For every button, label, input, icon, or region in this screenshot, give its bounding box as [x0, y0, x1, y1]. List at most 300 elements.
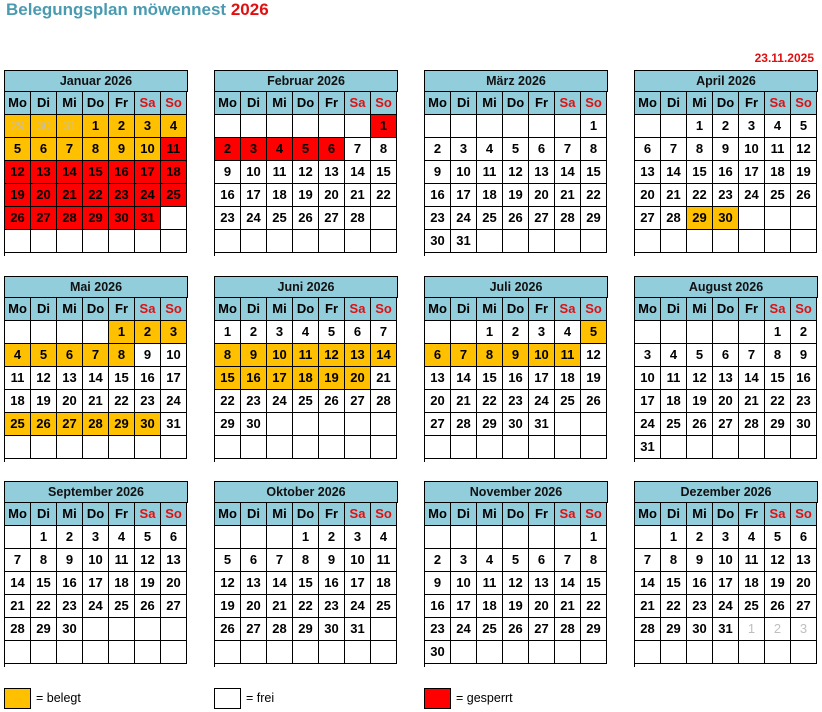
weekday-header: Do [83, 92, 109, 115]
empty-cell [293, 641, 319, 664]
weekday-header: Sa [555, 92, 581, 115]
empty-cell [739, 436, 765, 459]
day-cell: 7 [661, 138, 687, 161]
empty-cell [791, 641, 817, 664]
day-cell: 19 [791, 161, 817, 184]
weekday-header: Di [31, 503, 57, 526]
day-cell: 7 [5, 549, 31, 572]
day-cell: 20 [529, 595, 555, 618]
day-cell: 21 [661, 184, 687, 207]
empty-cell [661, 641, 687, 664]
day-cell: 28 [661, 207, 687, 230]
day-cell-belegt: 8 [109, 344, 135, 367]
month-3 [424, 70, 608, 256]
empty-cell [345, 115, 371, 138]
day-cell: 5 [319, 321, 345, 344]
day-cell: 30 [425, 641, 451, 664]
empty-cell [161, 618, 187, 641]
day-cell: 5 [135, 526, 161, 549]
day-cell-gesperrt: 15 [83, 161, 109, 184]
empty-cell [581, 413, 607, 436]
day-cell: 13 [319, 161, 345, 184]
day-cell: 4 [109, 526, 135, 549]
empty-cell [267, 641, 293, 664]
day-cell: 8 [31, 549, 57, 572]
day-cell: 16 [425, 184, 451, 207]
day-cell: 26 [687, 413, 713, 436]
month-grid [425, 92, 608, 253]
month-12 [634, 481, 818, 667]
day-cell: 3 [713, 526, 739, 549]
weekday-header: Mo [635, 298, 661, 321]
day-cell: 16 [503, 367, 529, 390]
empty-cell [215, 641, 241, 664]
day-cell: 14 [83, 367, 109, 390]
day-cell: 3 [345, 526, 371, 549]
weekday-header: Mi [687, 503, 713, 526]
day-cell: 30 [57, 618, 83, 641]
day-cell: 5 [503, 138, 529, 161]
month-grid [215, 298, 398, 459]
day-cell: 10 [345, 549, 371, 572]
day-cell: 29 [661, 618, 687, 641]
day-cell: 26 [319, 390, 345, 413]
day-cell: 24 [635, 413, 661, 436]
empty-cell [713, 641, 739, 664]
weekday-header: Mo [215, 92, 241, 115]
day-cell: 8 [687, 138, 713, 161]
day-cell-belegt: 11 [293, 344, 319, 367]
legend-frei [214, 687, 274, 709]
day-cell: 20 [635, 184, 661, 207]
day-cell: 5 [687, 344, 713, 367]
day-cell: 22 [581, 184, 607, 207]
month-title: August 2026 [635, 277, 818, 298]
day-cell: 18 [371, 572, 397, 595]
month-grid [635, 92, 818, 253]
day-cell: 4 [661, 344, 687, 367]
day-cell: 3 [529, 321, 555, 344]
day-cell: 12 [215, 572, 241, 595]
empty-cell [371, 230, 397, 253]
empty-cell [503, 436, 529, 459]
weekday-header: Do [503, 298, 529, 321]
day-cell: 15 [661, 572, 687, 595]
day-cell-gesperrt: 28 [57, 207, 83, 230]
day-cell: 23 [791, 390, 817, 413]
day-cell: 2 [503, 321, 529, 344]
day-cell: 25 [109, 595, 135, 618]
weekday-header: Di [31, 298, 57, 321]
weekday-header: Mo [5, 298, 31, 321]
month-title: Dezember 2026 [635, 482, 818, 503]
day-cell: 25 [661, 413, 687, 436]
empty-cell [581, 230, 607, 253]
empty-cell [83, 321, 109, 344]
next-month-day: 2 [765, 618, 791, 641]
day-cell: 22 [109, 390, 135, 413]
empty-cell [451, 321, 477, 344]
month-10 [214, 481, 398, 667]
day-cell-belegt: 2 [109, 115, 135, 138]
month-title: Oktober 2026 [215, 482, 398, 503]
day-cell: 10 [241, 161, 267, 184]
day-cell: 20 [161, 572, 187, 595]
day-cell: 8 [581, 138, 607, 161]
empty-cell [267, 230, 293, 253]
weekday-header: Di [31, 92, 57, 115]
day-cell: 24 [267, 390, 293, 413]
weekday-header: Mi [267, 298, 293, 321]
day-cell: 28 [345, 207, 371, 230]
day-cell: 3 [267, 321, 293, 344]
day-cell: 2 [57, 526, 83, 549]
day-cell: 16 [319, 572, 345, 595]
day-cell-gesperrt: 31 [135, 207, 161, 230]
day-cell: 9 [135, 344, 161, 367]
weekday-header: So [581, 92, 607, 115]
day-cell: 7 [371, 321, 397, 344]
day-cell: 4 [371, 526, 397, 549]
day-cell: 7 [635, 549, 661, 572]
day-cell: 9 [687, 549, 713, 572]
legend-swatch-gesperrt [424, 688, 451, 709]
month-grid [635, 503, 818, 664]
weekday-header: Fr [529, 503, 555, 526]
legend-belegt [4, 687, 81, 709]
day-cell: 2 [791, 321, 817, 344]
month-grid [5, 92, 188, 253]
day-cell-belegt: 5 [581, 321, 607, 344]
day-cell: 2 [713, 115, 739, 138]
empty-cell [83, 230, 109, 253]
empty-cell [5, 321, 31, 344]
empty-cell [31, 321, 57, 344]
month-grid [5, 298, 188, 459]
day-cell: 21 [739, 390, 765, 413]
day-cell: 23 [425, 207, 451, 230]
weekday-header: Mi [267, 503, 293, 526]
day-cell: 10 [713, 549, 739, 572]
day-cell: 5 [765, 526, 791, 549]
month-7 [424, 276, 608, 462]
weekday-header: Fr [529, 298, 555, 321]
empty-cell [635, 115, 661, 138]
empty-cell [555, 436, 581, 459]
day-cell: 26 [135, 595, 161, 618]
day-cell: 15 [581, 161, 607, 184]
empty-cell [529, 436, 555, 459]
page-title [6, 0, 269, 20]
day-cell-belegt: 13 [345, 344, 371, 367]
weekday-header: Mo [425, 92, 451, 115]
weekday-header: Sa [135, 503, 161, 526]
day-cell: 19 [31, 390, 57, 413]
day-cell: 11 [109, 549, 135, 572]
empty-cell [765, 641, 791, 664]
month-4 [634, 70, 818, 256]
empty-cell [451, 526, 477, 549]
day-cell: 18 [477, 184, 503, 207]
day-cell: 23 [425, 618, 451, 641]
empty-cell [31, 230, 57, 253]
day-cell: 9 [319, 549, 345, 572]
day-cell: 28 [555, 207, 581, 230]
day-cell: 22 [581, 595, 607, 618]
day-cell: 27 [319, 207, 345, 230]
day-cell-belegt: 8 [83, 138, 109, 161]
day-cell: 23 [135, 390, 161, 413]
day-cell: 18 [267, 184, 293, 207]
day-cell: 10 [739, 138, 765, 161]
day-cell: 25 [739, 595, 765, 618]
day-cell: 1 [661, 526, 687, 549]
empty-cell [425, 526, 451, 549]
day-cell-belegt: 1 [83, 115, 109, 138]
day-cell: 1 [687, 115, 713, 138]
day-cell: 6 [241, 549, 267, 572]
day-cell: 27 [713, 413, 739, 436]
weekday-header: Mo [635, 92, 661, 115]
day-cell-gesperrt: 21 [57, 184, 83, 207]
day-cell: 21 [267, 595, 293, 618]
title-text: Belegungsplan möwennest [6, 0, 227, 19]
day-cell: 27 [529, 207, 555, 230]
day-cell: 16 [687, 572, 713, 595]
day-cell-gesperrt: 1 [371, 115, 397, 138]
day-cell: 11 [371, 549, 397, 572]
day-cell: 9 [57, 549, 83, 572]
day-cell: 25 [477, 207, 503, 230]
day-cell: 8 [581, 549, 607, 572]
day-cell: 30 [319, 618, 345, 641]
day-cell-gesperrt: 20 [31, 184, 57, 207]
day-cell: 29 [581, 618, 607, 641]
day-cell: 29 [477, 413, 503, 436]
day-cell: 11 [765, 138, 791, 161]
day-cell: 13 [635, 161, 661, 184]
month-grid [5, 503, 188, 664]
weekday-header: Fr [319, 92, 345, 115]
day-cell: 17 [739, 161, 765, 184]
day-cell: 21 [635, 595, 661, 618]
day-cell: 7 [555, 138, 581, 161]
day-cell: 20 [319, 184, 345, 207]
day-cell-belegt: 6 [425, 344, 451, 367]
empty-cell [267, 436, 293, 459]
day-cell-gesperrt: 12 [5, 161, 31, 184]
weekday-header: Mi [267, 92, 293, 115]
empty-cell [765, 207, 791, 230]
weekday-header: Di [661, 503, 687, 526]
day-cell: 7 [345, 138, 371, 161]
day-cell: 25 [267, 207, 293, 230]
empty-cell [791, 230, 817, 253]
day-cell: 17 [83, 572, 109, 595]
empty-cell [345, 641, 371, 664]
weekday-header: Fr [529, 92, 555, 115]
weekday-header: Sa [765, 92, 791, 115]
day-cell: 28 [555, 618, 581, 641]
day-cell-gesperrt: 6 [319, 138, 345, 161]
day-cell-belegt: 7 [57, 138, 83, 161]
day-cell: 3 [451, 549, 477, 572]
month-11 [424, 481, 608, 667]
weekday-header: So [371, 503, 397, 526]
month-title: Januar 2026 [5, 71, 188, 92]
weekday-header: Fr [109, 503, 135, 526]
weekday-header: Fr [739, 92, 765, 115]
day-cell: 7 [739, 344, 765, 367]
day-cell-belegt: 4 [161, 115, 187, 138]
day-cell: 12 [135, 549, 161, 572]
day-cell: 8 [765, 344, 791, 367]
day-cell: 15 [765, 367, 791, 390]
weekday-header: Di [661, 298, 687, 321]
day-cell-belegt: 8 [477, 344, 503, 367]
empty-cell [687, 230, 713, 253]
day-cell: 2 [425, 549, 451, 572]
day-cell: 18 [109, 572, 135, 595]
day-cell: 6 [791, 526, 817, 549]
day-cell: 27 [635, 207, 661, 230]
day-cell-belegt: 6 [31, 138, 57, 161]
day-cell: 1 [581, 115, 607, 138]
day-cell: 11 [477, 161, 503, 184]
day-cell-belegt: 5 [31, 344, 57, 367]
empty-cell [109, 230, 135, 253]
weekday-header: Do [293, 92, 319, 115]
empty-cell [477, 115, 503, 138]
day-cell-belegt: 15 [215, 367, 241, 390]
day-cell: 16 [425, 595, 451, 618]
day-cell: 18 [477, 595, 503, 618]
day-cell: 16 [713, 161, 739, 184]
day-cell-gesperrt: 3 [241, 138, 267, 161]
day-cell: 4 [739, 526, 765, 549]
weekday-header: Do [503, 503, 529, 526]
empty-cell [5, 230, 31, 253]
month-title: März 2026 [425, 71, 608, 92]
weekday-header: So [371, 298, 397, 321]
empty-cell [293, 115, 319, 138]
day-cell: 28 [635, 618, 661, 641]
empty-cell [83, 618, 109, 641]
empty-cell [267, 413, 293, 436]
empty-cell [739, 230, 765, 253]
empty-cell [31, 436, 57, 459]
day-cell: 5 [503, 549, 529, 572]
day-cell: 28 [5, 618, 31, 641]
day-cell: 19 [293, 184, 319, 207]
weekday-header: So [161, 298, 187, 321]
empty-cell [267, 115, 293, 138]
empty-cell [215, 230, 241, 253]
day-cell: 6 [345, 321, 371, 344]
day-cell-belegt: 9 [109, 138, 135, 161]
empty-cell [687, 436, 713, 459]
day-cell: 31 [451, 230, 477, 253]
next-month-day: 1 [739, 618, 765, 641]
day-cell-gesperrt: 14 [57, 161, 83, 184]
weekday-header: Mi [477, 298, 503, 321]
day-cell: 1 [215, 321, 241, 344]
day-cell: 15 [293, 572, 319, 595]
day-cell: 28 [371, 390, 397, 413]
day-cell-gesperrt: 26 [5, 207, 31, 230]
day-cell: 16 [135, 367, 161, 390]
empty-cell [503, 526, 529, 549]
day-cell-belegt: 27 [57, 413, 83, 436]
day-cell-belegt: 10 [135, 138, 161, 161]
empty-cell [739, 321, 765, 344]
day-cell: 25 [765, 184, 791, 207]
day-cell: 12 [503, 161, 529, 184]
day-cell: 13 [161, 549, 187, 572]
weekday-header: Do [713, 92, 739, 115]
day-cell: 22 [371, 184, 397, 207]
day-cell: 26 [215, 618, 241, 641]
weekday-header: Di [451, 503, 477, 526]
day-cell-gesperrt: 18 [161, 161, 187, 184]
empty-cell [529, 641, 555, 664]
day-cell: 30 [687, 618, 713, 641]
day-cell: 15 [31, 572, 57, 595]
empty-cell [57, 230, 83, 253]
day-cell: 31 [529, 413, 555, 436]
empty-cell [135, 436, 161, 459]
day-cell: 12 [765, 549, 791, 572]
day-cell: 21 [5, 595, 31, 618]
empty-cell [109, 618, 135, 641]
weekday-header: Mi [57, 298, 83, 321]
day-cell: 30 [241, 413, 267, 436]
day-cell: 17 [529, 367, 555, 390]
day-cell: 29 [31, 618, 57, 641]
weekday-header: Mo [5, 92, 31, 115]
day-cell: 27 [425, 413, 451, 436]
empty-cell [635, 641, 661, 664]
empty-cell [293, 436, 319, 459]
month-title: November 2026 [425, 482, 608, 503]
empty-cell [713, 230, 739, 253]
day-cell-gesperrt: 16 [109, 161, 135, 184]
day-cell: 2 [319, 526, 345, 549]
weekday-header: Di [451, 92, 477, 115]
day-cell-belegt: 10 [267, 344, 293, 367]
empty-cell [529, 230, 555, 253]
day-cell-gesperrt: 25 [161, 184, 187, 207]
day-cell-belegt: 1 [109, 321, 135, 344]
day-cell: 4 [765, 115, 791, 138]
day-cell: 30 [791, 413, 817, 436]
weekday-header: Sa [555, 503, 581, 526]
empty-cell [215, 526, 241, 549]
day-cell-belegt: 3 [135, 115, 161, 138]
day-cell: 2 [687, 526, 713, 549]
empty-cell [503, 230, 529, 253]
day-cell-gesperrt: 24 [135, 184, 161, 207]
month-grid [425, 503, 608, 664]
day-cell: 23 [215, 207, 241, 230]
day-cell: 28 [451, 413, 477, 436]
empty-cell [661, 436, 687, 459]
day-cell: 11 [739, 549, 765, 572]
day-cell-belegt: 25 [5, 413, 31, 436]
day-cell-gesperrt: 30 [109, 207, 135, 230]
day-cell: 28 [739, 413, 765, 436]
month-grid [215, 503, 398, 664]
